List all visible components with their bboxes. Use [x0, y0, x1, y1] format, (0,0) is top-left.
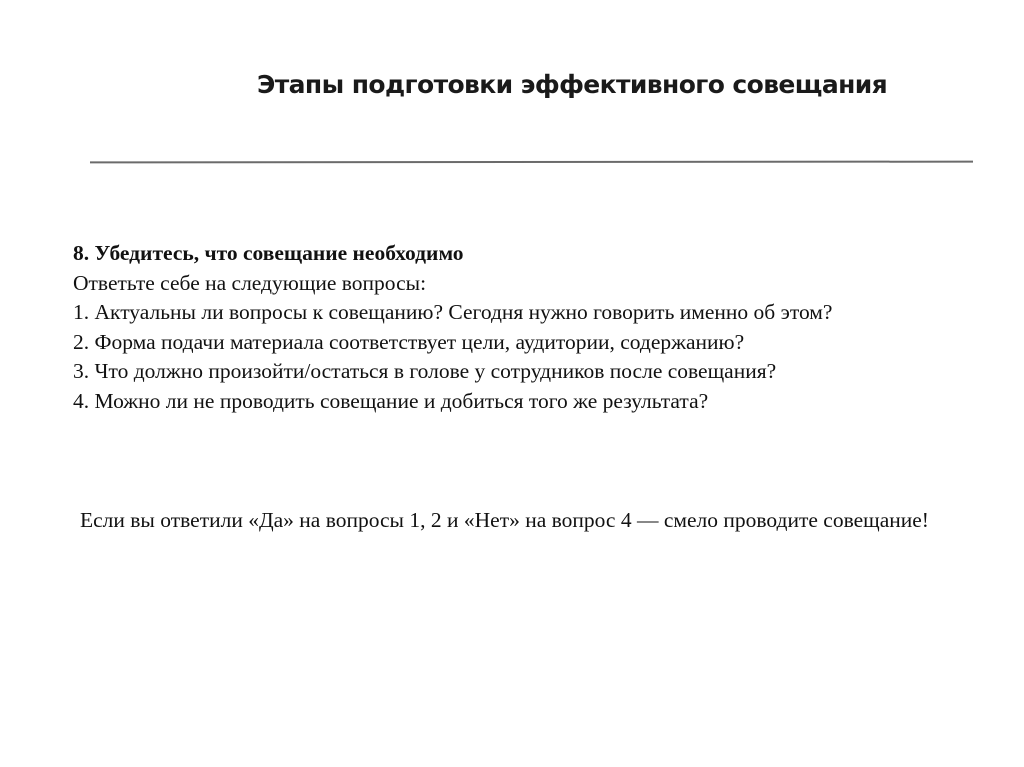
slide-title: Этапы подготовки эффективного совещания: [257, 70, 888, 99]
question-item-3: 3. Что должно произойти/остаться в голове у сотрудников после совещания?: [73, 359, 777, 383]
section-content: [73, 239, 969, 416]
question-item-4: 4. Можно ли не проводить совещание и добиться того же результата?: [73, 388, 709, 413]
section-heading: 8. Убедитесь, что совещание необходимо: [73, 241, 464, 265]
section-intro: Ответьте себе на следующие вопросы:: [73, 270, 427, 295]
question-item-2: 2. Форма подачи материала соответствует цели, аудитории, содержанию?: [73, 329, 745, 354]
conclusion-text: Если вы ответили «Да» на вопросы 1, 2 и «Нет» на вопрос 4 — смело проводите совещание!: [80, 508, 929, 532]
title-divider: [90, 161, 973, 164]
question-item-1: 1. Актуальны ли вопросы к совещанию? Сегодня нужно говорить именно об этом?: [73, 300, 833, 324]
